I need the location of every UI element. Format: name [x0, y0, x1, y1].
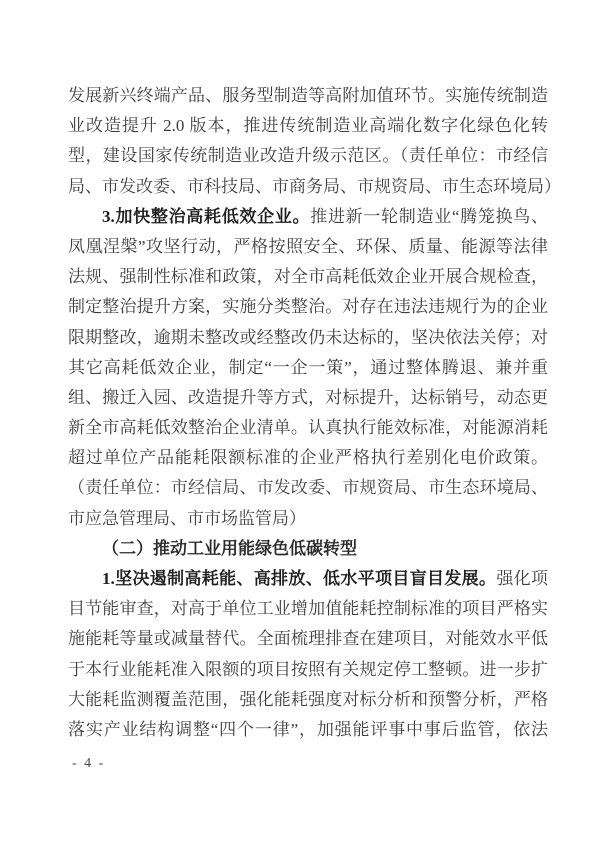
text-segment: 其它高耗低效企业，制定“一企一策”，通过整体腾退、兼并重	[68, 357, 548, 377]
text-line	[68, 624, 548, 654]
text-line	[68, 292, 548, 322]
page-footer	[72, 756, 105, 772]
text-line	[68, 715, 548, 745]
text-line	[68, 504, 548, 534]
text-segment: 推进新一轮制造业“腾笼换鸟、	[310, 206, 549, 226]
text-segment: （责任单位：市经信局、市发改委、市规资局、市生态环境局、	[68, 478, 548, 498]
text-line	[68, 594, 548, 624]
text-line	[68, 172, 561, 202]
text-segment: 法规、强制性标准和政策，对全市高耗低效企业开展合规检查，	[68, 267, 548, 287]
text-line	[68, 353, 548, 383]
text-line	[68, 655, 548, 685]
page-number: - 4 -	[72, 756, 106, 771]
text-line	[68, 443, 548, 473]
text-segment: 市应急管理局、市市场监管局）	[68, 508, 306, 528]
text-line	[68, 141, 548, 171]
text-segment: 发展新兴终端产品、服务型制造等高附加值环节。实施传统制造	[68, 86, 548, 105]
text-line	[68, 564, 548, 594]
text-segment: 3.加快整治高耗低效企业。	[102, 206, 311, 226]
text-segment: 凤凰涅槃”攻坚行动，严格按照安全、环保、质量、能源等法律	[68, 236, 548, 256]
text-segment: 限期整改，逾期未整改或经整改仍未达标的，坚决依法关停；对	[68, 327, 548, 347]
text-segment: 新全市高耗低效整治企业清单。认真执行能效标准，对能源消耗	[68, 418, 548, 438]
text-segment: 局、市发改委、市科技局、市商务局、市规资局、市生态环境局）	[68, 176, 561, 196]
text-line	[68, 685, 548, 715]
section-heading: （二）推动工业用能绿色低碳转型	[102, 538, 357, 558]
text-line	[68, 534, 548, 564]
text-segment: 组、搬迁入园、改造提升等方式，对标提升，达标销号，动态更	[68, 387, 548, 407]
text-line	[68, 413, 548, 443]
text-line	[68, 111, 548, 141]
text-line	[68, 323, 548, 353]
text-line	[68, 202, 548, 232]
text-line	[68, 383, 548, 413]
text-segment: 型，建设国家传统制造业改造升级示范区。	[68, 146, 400, 166]
text-line	[68, 232, 548, 262]
text-segment: 目节能审查，对高于单位工业增加值能耗控制标准的项目严格实	[68, 599, 548, 619]
text-line	[68, 473, 548, 503]
text-segment: 超过单位产品能耗限额标准的企业严格执行差别化电价政策。	[68, 448, 548, 468]
text-segment: 业改造提升 2.0 版本，推进传统制造业高端化数字化绿色化转	[68, 116, 548, 136]
text-segment: 落实产业结构调整“四个一律”，加强能评事中事后监管，依法	[68, 719, 548, 739]
text-segment: 大能耗监测覆盖范围，强化能耗强度对标分析和预警分析，严格	[68, 689, 548, 709]
text-segment: 制定整治提升方案，实施分类整治。对存在违法违规行为的企业	[68, 297, 548, 317]
text-line	[68, 262, 548, 292]
text-segment: 于本行业能耗准入限额的项目按照有关规定停工整顿。进一步扩	[68, 659, 548, 679]
text-segment: 1.坚决遏制高耗能、高排放、低水平项目盲目发展。	[102, 569, 497, 588]
text-segment: （责任单位：市经信	[399, 146, 549, 166]
text-segment: 施能耗等量或减量替代。全面梳理排查在建项目，对能效水平低	[68, 629, 548, 649]
text-line	[68, 81, 548, 111]
document-body	[68, 81, 561, 745]
text-segment: 强化项	[496, 569, 549, 588]
